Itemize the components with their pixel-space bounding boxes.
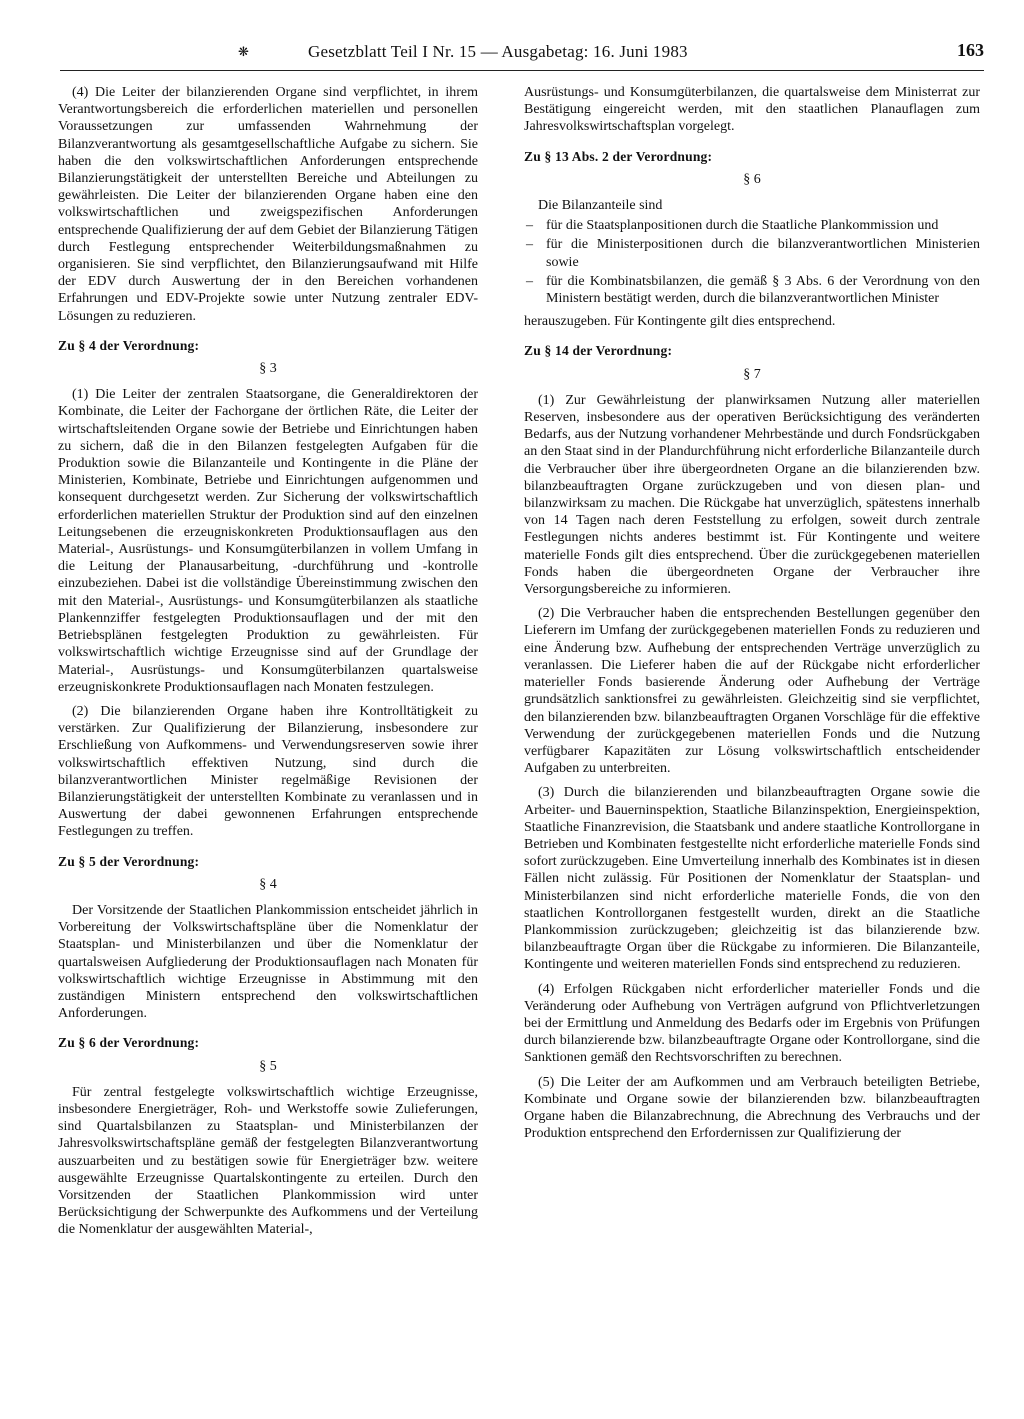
paragraph: (1) Zur Gewährleistung der planwirksamen Nutzung aller materiellen Reserven, insbesondere aus der operativen Berücksichtigung des veränderten Bedarfs, aus der Nutzung vorhandener Mehrbestände und durch Fondsrückgaben an den Staat sind in der Plandurchführung nicht erforderliche Bilanzanteile durch die Verbraucher über ihre übergeordneten Organe an die bilanzierenden bzw. bilanzbeauftragten Organe zurückzugeben und von diesen plan- und bilanzwirksam zu machen. Die Rückgabe hat unverzüglich, spätestens innerhalb von 14 Tagen nach deren Feststellung zu erfolgen, soweit durch zentrale Festlegungen nichts anderes bestimmt ist. Für Kontingente und weitere materielle Fonds gilt dies entsprechend. Über die zurückgegebenen materiellen Fonds haben die übergeordneten Organe der Verbraucher ihre Versorgungsbereiche zu informieren. — [524, 392, 980, 598]
paragraph: herauszugeben. Für Kontingente gilt dies entsprechend. — [524, 314, 836, 330]
section-number: § 5 — [259, 1058, 277, 1074]
section-heading: Zu § 4 der Verordnung: — [58, 337, 200, 353]
paragraph: Für zentral festgelegte volkswirtschaftlich wichtige Erzeugnisse, insbesondere Energieträger, Roh- und Werkstoffe sowie Zulieferungen, sind Quartalsbilanzen zu Staatsplan- und Ministerbilanzen der Jahresvolkswirtschaftspläne gemäß der festgelegten Bilanzverantwortung auszuarbeiten und zu bestätigen sowie für Energieträger bzw. weitere ausgewählte Erzeugnisse Quartalskontingente zu erteilen. Durch den Vorsitzenden der Staatlichen Plankommission wird unter Berücksichtigung der Schwerpunkte des Aufkommens und der Verteilung die Nomenklatur der ausgewählten Material-, — [58, 1084, 478, 1238]
list-item: – für die Ministerpositionen durch die bilanzverantwortlichen Ministerien sowie — [524, 236, 980, 270]
paragraph: (2) Die bilanzierenden Organe haben ihre Kontrolltätigkeit zu verstärken. Zur Qualifizierung der Bilanzierung, insbesondere zur Erschließung von Aufkommens- und Verwendungsreserven sowie ihrer volkswirtschaftlich effektiven Nutzung, sind durch die bilanzverantwortlichen Minister regelmäßige Revisionen der Bilanzierungstätigkeit der unterstellten Kombinate zu veranlassen und in Auswertung der dabei gewonnenen Erfahrungen entsprechende Festlegungen zu treffen. — [58, 703, 478, 840]
paragraph: (4) Die Leiter der bilanzierenden Organe sind verpflichtet, in ihrem Verantwortungsbereich die erforderlichen materiellen und personellen Voraussetzungen zur umfassenden Wahrnehmung der Bilanzverantwortung als gesamtgesellschaftliche Aufgabe zu sichern. Sie haben die den volkswirtschaftlichen Anforderungen entsprechende Bilanzierungstätigkeit der unterstellten Bereiche und Abteilungen zu gewährleisten. Die Leiter der bilanzierenden Organe haben eine den volkswirtschaftlichen und zweigspezifischen Anforderungen entsprechende Qualifizierung der auf dem Gebiet der Bilanzierung Tätigen durch Festlegung entsprechender Weiterbildungsmaßnahmen zu organisieren. Sie sind verpflichtet, den Bilanzierungsaufwand mit Hilfe der EDV durch Auswertung der in den Bereichen vorhandenen Erfahrungen und EDV-Projekte sowie unter Nutzung zentraler EDV-Lösungen zu reduzieren. — [58, 85, 478, 324]
section-number: § 7 — [743, 366, 761, 382]
right-column — [524, 84, 980, 1149]
paragraph: Die Bilanzanteile sind — [538, 198, 663, 214]
paragraph: Der Vorsitzende der Staatlichen Plankommission entscheidet jährlich in Vorbereitung der Volkswirtschaftspläne über die Nomenklatur der Staatsplan- und Ministerbilanzen und über die Nomenklatur der quartalsweisen Aufgliederung der Produktionsauflagen nach Monaten für volkswirtschaftlich wichtige Erzeugnisse in Abstimmung mit den zuständigen Ministern entsprechend den volkswirtschaftlichen Anforderungen. — [58, 902, 478, 1022]
list-item: – für die Staatsplanpositionen durch die Staatliche Plankommission und — [524, 217, 980, 234]
list-item: – für die Kombinatsbilanzen, die gemäß § 3 Abs. 6 der Verordnung von den Ministern bestätigt werden, durch die bilanzverantwortlichen Minister — [524, 273, 980, 307]
paragraph: (1) Die Leiter der zentralen Staatsorgane, die Generaldirektoren der Kombinate, die Leiter der Fachorgane der örtlichen Räte, die Leiter der wirtschaftsleitenden Organe sowie der Betriebe und Einrichtungen haben zu sichern, daß die in den Bilanzen festgelegten Aufgaben für die Produktion sowie die Bilanzanteile und Kontingente in die Pläne der Ministerien, Kombinate, Betriebe und Einrichtungen aufgenommen und konsequent durchgesetzt werden. Zur Sicherung der volkswirtschaftlich erforderlichen materiellen Struktur der Produktion sind auf den einzelnen Leitungsebenen die erzeugniskonkreten Produktionsauflagen aus den Material-, Ausrüstungs- und Konsumgüterbilanzen in vollem Umfang in die Leitung der Planausarbeitung, -durchführung und -kontrolle einzubeziehen. Dabei ist die vollständige Übereinstimmung zwischen den mit den Material-, Ausrüstungs- und Konsumgüterbilanzen als staatliche Plankennziffer festgelegten Produktionsauflagen und der mit den Betriebsplänen festgelegten Produktion zu gewährleisten. Für volkswirtschaftlich wichtige Erzeugnisse sind auf der Grundlage der Material-, Ausrüstungs- und Konsumgüterbilanzen quartalsweise erzeugniskonkrete Produktionsauflagen nach Monaten festzulegen. — [58, 387, 478, 695]
header-title: Gesetzblatt Teil I Nr. 15 — Ausgabetag: 16. Juni 1983 — [308, 42, 688, 61]
section-heading: Zu § 14 der Verordnung: — [524, 343, 673, 359]
section-heading: Zu § 6 der Verordnung: — [58, 1035, 200, 1051]
section-number: § 6 — [743, 171, 761, 187]
section-number: § 4 — [259, 876, 277, 892]
crest-icon: ❋ — [238, 44, 249, 59]
section-number: § 3 — [259, 361, 277, 377]
left-column — [58, 84, 478, 1246]
paragraph: (5) Die Leiter der am Aufkommen und am Verbrauch beteiligten Betriebe, Kombinate und Organe sowie der bilanzierenden bzw. bilanzbeauftragten Organe haben die Bilanzabrechnung, die Abrechnung des Verbrauchs und der Produktion entsprechend den Erfordernissen zur Qualifizierung der — [524, 1074, 980, 1142]
dash-list — [524, 217, 980, 307]
paragraph: Ausrüstungs- und Konsumgüterbilanzen, die quartalsweise dem Ministerrat zur Bestätigung eingereicht werden, mit den staatlichen Planauflagen zum Jahresvolkswirtschaftsplan vorgelegt. — [524, 85, 980, 135]
section-heading: Zu § 5 der Verordnung: — [58, 853, 200, 869]
page-number: 163 — [957, 40, 984, 60]
paragraph: (2) Die Verbraucher haben die entsprechenden Bestellungen gegenüber den Lieferern im Umfang der zurückgegebenen materiellen Fonds zu reduzieren und eine Änderung bzw. Aufhebung der entsprechenden Verträge unverzüglich zu veranlassen. Die Lieferer haben die auf der Rückgabe nicht erforderlicher materieller Fonds basierende Änderung oder Aufhebung der Verträge grundsätzlich sanktionsfrei zu gewährleisten. Gleichzeitig sind sie verpflichtet, den bilanzierenden bzw. bilanzbeauftragten Organen Vorschläge für die effektive Verwendung der zurückgegebenen materiellen Fonds und die Nutzung verfügbarer Kapazitäten zur Lösung volkswirtschaftlich entscheidender Aufgaben zu unterbreiten. — [524, 606, 980, 777]
paragraph: (4) Erfolgen Rückgaben nicht erforderlicher materieller Fonds und die Veränderung oder Aufhebung von Verträgen aufgrund von Pflichtverletzungen bei der Ermittlung und Anmeldung des Bedarfs oder im Ergebnis von Prüfungen durch bilanzierende bzw. bilanzbeauftragte Organe oder Kontrollorgane, sind die Sanktionen gemäß den Rechtsvorschriften zu berechnen. — [524, 981, 980, 1066]
paragraph: (3) Durch die bilanzierenden und bilanzbeauftragten Organe sowie die Arbeiter- und Bauerninspektion, Staatliche Bilanzinspektion, Energieinspektion, Staatliche Finanzrevision, die Staatsbank und andere staatliche Kontrollorgane in Betrieben und Kombinaten festgestellte nicht erforderliche materielle Fonds sind sofort zurückzugeben. Eine Umverteilung innerhalb des Kombinates ist in diesen Fällen nicht zulässig. Für Positionen der Nomenklatur der Staatsplan- und Ministerbilanzen sind nicht erforderliche materielle Fonds, die von den staatlichen Kontrollorganen festgestellt wurden, direkt an die Staatliche Plankommission zurückzugeben; gleichzeitig ist das bilanzierende bzw. bilanzbeauftragte Organ über die Rückgabe zu informieren. Die Bilanzanteile, Kontingente und weiteren materiellen Fonds sind entsprechend zu reduzieren. — [524, 785, 980, 973]
section-heading: Zu § 13 Abs. 2 der Verordnung: — [524, 148, 713, 164]
page-header — [60, 40, 984, 71]
